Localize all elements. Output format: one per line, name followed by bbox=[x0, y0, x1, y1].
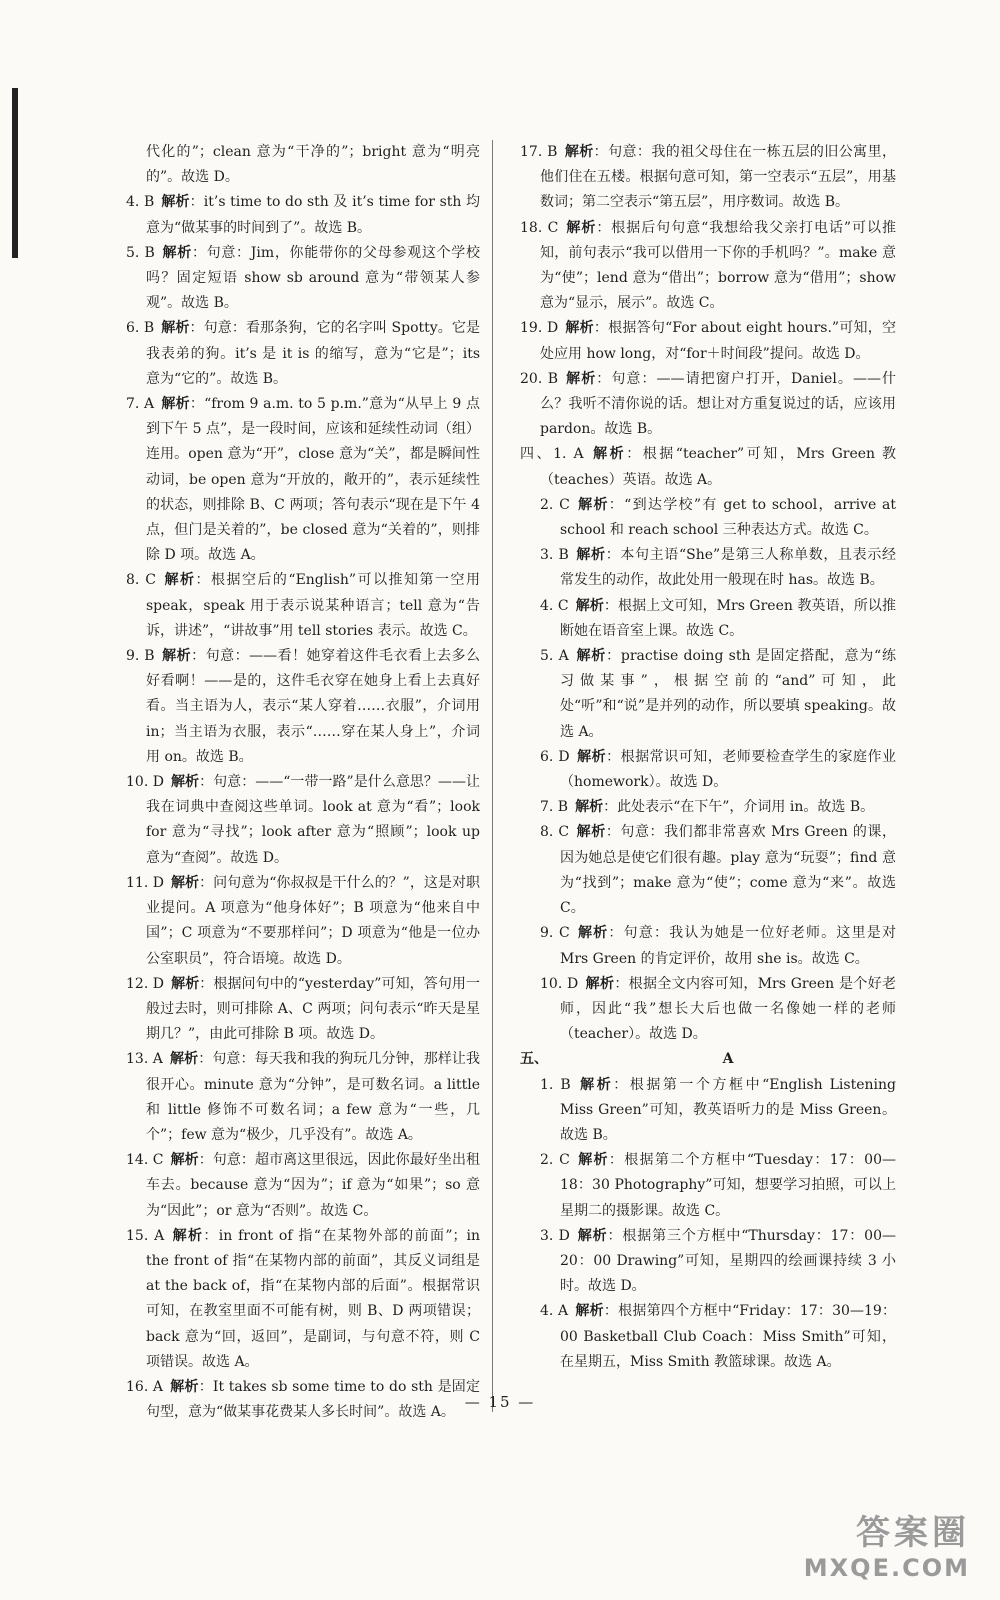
answer-item bbox=[520, 140, 896, 216]
analysis-label: 解析 bbox=[565, 370, 597, 387]
answer-item bbox=[520, 1224, 896, 1300]
analysis-label: 解析 bbox=[161, 396, 190, 413]
answer-number: 5. B bbox=[126, 244, 155, 261]
section-number: 五、 bbox=[520, 1051, 548, 1068]
answer-number: 13. A bbox=[126, 1051, 163, 1068]
answer-item bbox=[520, 1148, 896, 1224]
analysis-label: 解析 bbox=[170, 774, 200, 791]
answer-item bbox=[520, 644, 896, 745]
answer-text: ：根据后句句意“我想给我父亲打电话”可以推知，前句表示“我可以借用一下你的手机吗？”。make 意为“使”；lend 意为“借出”；borrow 意为“借用”；show 意为“显示，展示”。故选 C。 bbox=[540, 219, 896, 312]
analysis-label: 解析 bbox=[163, 572, 196, 589]
answer-text: ：it’s time to do sth 及 it’s time for sth 均意为“做某事的时间到了”。故选 B。 bbox=[146, 194, 480, 236]
answer-number: 9. B bbox=[126, 648, 155, 665]
answer-item bbox=[520, 972, 896, 1048]
right-answer-column bbox=[520, 140, 896, 1375]
analysis-label: 解析 bbox=[564, 144, 594, 160]
answer-text: ：It takes sb some time to do sth 是固定句型，意为“做某事花费某人多长时间”。故选 A。 bbox=[146, 1378, 481, 1421]
column-divider bbox=[492, 140, 493, 1412]
answer-number: 6. D bbox=[540, 748, 570, 765]
answer-number: 4. A bbox=[540, 1303, 569, 1320]
answer-item bbox=[520, 594, 896, 644]
analysis-label: 解析 bbox=[171, 1227, 204, 1244]
answer-item bbox=[520, 1073, 896, 1149]
analysis-label: 解析 bbox=[170, 1152, 199, 1169]
answer-number: 17. B bbox=[520, 144, 558, 160]
analysis-label: 解析 bbox=[576, 1152, 609, 1169]
answer-item bbox=[126, 1047, 480, 1148]
answer-text: ：根据答句“For about eight hours.”可知，空处应用 how long，对“for＋时间段”提问。故选 D。 bbox=[540, 320, 897, 362]
answer-item bbox=[520, 795, 896, 820]
binding-edge-mark bbox=[12, 88, 18, 258]
answer-text: ：根据第二个方框中“Tuesday：17：00—18：30 Photography”可知，想要学习拍照，可以上星期二的摄影课。故选 C。 bbox=[560, 1152, 897, 1219]
answer-number: 11. D bbox=[126, 874, 164, 891]
answer-number: 5. A bbox=[540, 648, 569, 665]
answer-item bbox=[126, 871, 480, 972]
answer-number: 6. B bbox=[126, 320, 155, 337]
answer-item bbox=[520, 820, 896, 921]
answer-item bbox=[126, 770, 480, 871]
answer-text: ：根据第一个方框中“English Listening Miss Green”可知，教英语听力的是 Miss Green。故选 B。 bbox=[560, 1076, 896, 1143]
watermark-logo bbox=[804, 1505, 970, 1582]
answer-continuation bbox=[126, 140, 480, 190]
answer-item bbox=[126, 1148, 480, 1224]
answer-text: ：句意：Jim，你能带你的父母参观这个学校吗？固定短语 show sb around 意为“带领某人参观”。故选 B。 bbox=[146, 244, 480, 312]
analysis-label: 解析 bbox=[170, 1378, 199, 1395]
analysis-label: 解析 bbox=[576, 824, 606, 841]
analysis-label: 解析 bbox=[565, 320, 594, 337]
analysis-label: 解析 bbox=[575, 1303, 604, 1320]
analysis-label: 解析 bbox=[171, 975, 200, 992]
answer-number: 15. A bbox=[126, 1227, 165, 1244]
answer-number: 7. B bbox=[540, 799, 569, 816]
answer-number: 1. B bbox=[540, 1076, 571, 1093]
answer-number: 3. B bbox=[540, 547, 569, 564]
answer-number: 8. C bbox=[126, 572, 157, 589]
answer-text: ：根据“teacher”可知，Mrs Green 教（teaches）英语。故选 A。 bbox=[540, 446, 897, 488]
analysis-label: 解析 bbox=[577, 1076, 614, 1093]
analysis-label: 解析 bbox=[576, 1227, 608, 1244]
answer-number: 4. C bbox=[540, 597, 569, 614]
analysis-label: 解析 bbox=[590, 446, 627, 463]
answer-item bbox=[520, 1299, 896, 1375]
answer-number: 8. C bbox=[540, 824, 570, 841]
analysis-label: 解析 bbox=[576, 496, 609, 513]
answer-number: 18. C bbox=[520, 219, 559, 236]
answer-text: ：此处表示“在下午”，介词用 in。故选 B。 bbox=[603, 799, 875, 816]
answer-item bbox=[520, 921, 896, 971]
analysis-label: 解析 bbox=[565, 219, 597, 236]
answer-item bbox=[520, 442, 896, 492]
answer-item bbox=[126, 972, 480, 1048]
watermark-logo-cn: 答案圈 bbox=[856, 1513, 970, 1553]
analysis-label: 解析 bbox=[575, 597, 604, 614]
answer-number: 20. B bbox=[520, 370, 559, 387]
answer-text: ：根据第三个方框中“Thursday：17：00—20：00 Drawing”可知，星期四的绘画课持续 3 小时。故选 D。 bbox=[560, 1227, 896, 1295]
answer-number: 4. B bbox=[126, 194, 155, 211]
analysis-label: 解析 bbox=[161, 194, 190, 211]
analysis-label: 解析 bbox=[576, 925, 609, 942]
analysis-label: 解析 bbox=[585, 975, 615, 992]
watermark-logo-en: MXQE.COM bbox=[803, 1554, 970, 1582]
answer-number: 9. C bbox=[540, 925, 570, 942]
answer-item bbox=[520, 745, 896, 795]
answer-text: ：根据空后的“English”可以推知第一空用 speak，speak 用于表示说某种语言；tell 意为“告诉，讲述”，“讲故事”用 tell stories 表示。故选 C。 bbox=[146, 572, 480, 639]
answer-text: 代化的”；clean 意为“干净的”；bright 意为“明亮的”。故选 D。 bbox=[146, 144, 480, 186]
answer-text: ：根据上文可知，Mrs Green 教英语，所以推断她在语音室上课。故选 C。 bbox=[560, 597, 897, 639]
answer-text: ：根据第四个方框中“Friday：17：30—19：00 Basketball Club Coach：Miss Smith”可知，在星期五，Miss Smith 教篮球课。故选 A。 bbox=[560, 1303, 897, 1370]
answer-item bbox=[520, 493, 896, 543]
answer-text: ：句意：超市离这里很远，因此你最好坐出租车去。because 意为“因为”；if 意为“如果”；so 意为“因此”；or 意为“否则”。故选 C。 bbox=[146, 1152, 481, 1219]
answer-item bbox=[520, 367, 896, 443]
answer-number: 7. A bbox=[126, 396, 155, 413]
answer-text: ：“到达学校”有 get to school，arrive at school 和 reach school 三种表达方式。故选 C。 bbox=[560, 496, 897, 539]
analysis-label: 解析 bbox=[575, 547, 606, 564]
answer-number: 16. A bbox=[126, 1378, 164, 1395]
answer-number: 10. D bbox=[540, 975, 579, 992]
answer-item bbox=[126, 241, 480, 317]
answer-item bbox=[126, 190, 480, 240]
analysis-label: 解析 bbox=[169, 1051, 199, 1068]
answer-number: 3. D bbox=[540, 1227, 570, 1244]
answer-text: ：句意：我的祖父母住在一栋五层的旧公寓里，他们住在五楼。根据句意可知，第一空表示“五层”，用基数词；第二空表示“第五层”，用序数词。故选 B。 bbox=[540, 144, 896, 211]
answer-item bbox=[520, 543, 896, 593]
analysis-label: 解析 bbox=[575, 648, 607, 665]
answer-item bbox=[126, 644, 480, 770]
answer-text: ：根据全文内容可知，Mrs Green 是个好老师，因此“我”想长大后也做一名像她一样的老师（teacher）。故选 D。 bbox=[560, 975, 896, 1043]
passage-label: A bbox=[722, 1051, 734, 1068]
answer-text: ：句意：——看！她穿着这件毛衣看上去多么好看啊！——是的，这件毛衣穿在她身上看上去真好看。当主语为人，表示“某人穿着……衣服”，介词用 in；当主语为衣服，表示“……穿在某人身上”，介词用 on。故选 B。 bbox=[146, 648, 481, 765]
section-header bbox=[520, 1047, 896, 1072]
analysis-label: 解析 bbox=[161, 320, 190, 337]
answer-number: 12. D bbox=[126, 975, 165, 992]
answer-text: ：句意：——“一带一路”是什么意思？——让我在词典中查阅这些单词。look at 意为“看”；look for 意为“寻找”；look after 意为“照顾”；look up 意为“查阅”。故选 D。 bbox=[146, 774, 480, 866]
analysis-label: 解析 bbox=[576, 748, 607, 765]
analysis-label: 解析 bbox=[575, 799, 604, 816]
answer-text: ：句意：看那条狗，它的名字叫 Spotty。它是我表弟的狗。it’s 是 it is 的缩写，意为“它是”；its 意为“它的”。故选 B。 bbox=[146, 320, 481, 387]
answer-text: ：根据问句中的“yesterday”可知，答句用一般过去时，则可排除 A、C 两项；问句表示“昨天是星期几？”，由此可排除 B 项。故选 D。 bbox=[146, 975, 481, 1043]
answer-item bbox=[126, 568, 480, 644]
answer-text: ：句意：每天我和我的狗玩几分钟，那样让我很开心。minute 意为“分钟”，是可数名词。a little 和 little 修饰不可数名词；a few 意为“一些，几个”；few 意为“极少，几乎没有”。故选 A。 bbox=[146, 1051, 481, 1143]
answer-number: 2. C bbox=[540, 496, 570, 513]
answer-number: 19. D bbox=[520, 320, 559, 337]
answer-text: ：“from 9 a.m. to 5 p.m.”意为“从早上 9 点到下午 5 点”，是一段时间，应该和延续性动词（组）连用。open 意为“开”，close 意为“关”，都是瞬间性动词，be open 意为“开放的，敞开的”，表示延续性的状态，则排除 B、C 两项；答句表示“现在是下午 4 点，但门是关着的”，be closed 意为“关着的”，则排除 D 项。故选 A。 bbox=[146, 396, 480, 564]
answer-text: ：句意：——请把窗户打开，Daniel。——什么？我听不清你说的话。想让对方重复说过的话，应该用 pardon。故选 B。 bbox=[540, 370, 897, 438]
answer-text: ：问句意为“你叔叔是干什么的？”，这是对职业提问。A 项意为“他身体好”；B 项意为“他来自中国”；C 项意为“不要那样问”；D 项意为“他是一位办公室职员”，符合语境。故选 D。 bbox=[146, 874, 480, 967]
section-number: 四、 bbox=[520, 446, 554, 463]
answer-item bbox=[126, 316, 480, 392]
analysis-label: 解析 bbox=[170, 874, 200, 891]
answer-text: ：本句主语“She”是第三人称单数，且表示经常发生的动作，故此处用一般现在时 has。故选 B。 bbox=[560, 547, 896, 589]
left-answer-column bbox=[126, 140, 480, 1425]
analysis-label: 解析 bbox=[161, 648, 192, 665]
answer-item bbox=[126, 392, 480, 568]
answer-text: ：根据常识可知，老师要检查学生的家庭作业（homework）。故选 D。 bbox=[560, 748, 896, 791]
answer-text: ：practise doing sth 是固定搭配，意为“练习做某事”，根据空前的“and”可知，此处“听”和“说”是并列的动作，所以要填 speaking。故选 A。 bbox=[560, 648, 897, 740]
answer-text: ：句意：我们都非常喜欢 Mrs Green 的课，因为她总是使它们很有趣。play 意为“玩耍”；find 意为“找到”；make 意为“使”；come 意为“来”。故选 C。 bbox=[560, 824, 896, 917]
answer-text: ：in front of 指“在某物外部的前面”；in the front of 指“在某物内部的前面”，其反义词组是 at the back of，指“在某物内部的后面”。根据常识可知，在教室里面不可能有树，则 B、D 两项错误；back 意为“回，返回”，是副词，与句意不符，则 C 项错误。故选 A。 bbox=[146, 1227, 481, 1370]
answer-item bbox=[126, 1224, 480, 1375]
answer-item bbox=[520, 316, 896, 366]
page-number: — 15 — bbox=[464, 1393, 536, 1411]
answer-item bbox=[520, 216, 896, 317]
answer-text: ：句意：我认为她是一位好老师。这里是对 Mrs Green 的肯定评价，故用 she is。故选 C。 bbox=[560, 925, 896, 967]
answer-number: 14. C bbox=[126, 1152, 164, 1169]
answer-number: 10. D bbox=[126, 774, 164, 791]
answer-number: 2. C bbox=[540, 1152, 570, 1169]
analysis-label: 解析 bbox=[161, 244, 192, 261]
answer-number: 1. A bbox=[553, 446, 584, 463]
